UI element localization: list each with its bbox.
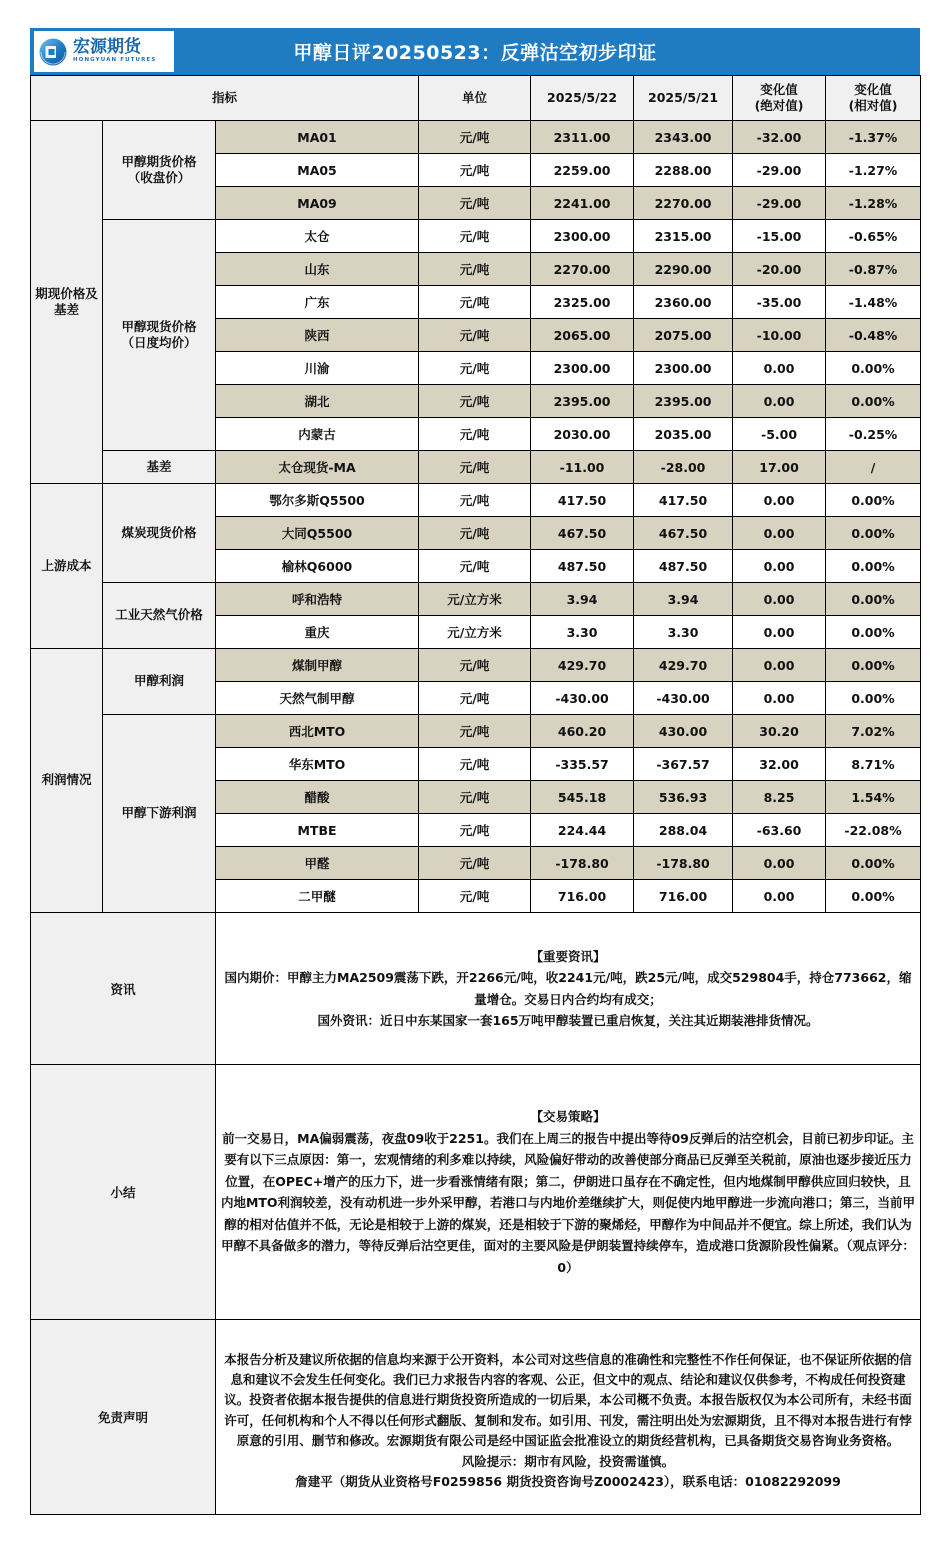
risk-notice: 风险提示：期市有风险，投资需谨慎。 [461,1453,675,1469]
change-abs-line2: (绝对值) [754,98,804,113]
row-change-abs: -32.00 [733,121,826,154]
row-unit: 元/吨 [419,484,531,517]
row-change-abs: -35.00 [733,286,826,319]
row-change-rel: 0.00% [826,550,921,583]
row-change-rel: -0.65% [826,220,921,253]
col-header-indicator: 指标 [31,76,419,121]
subgroup-line1: 甲醇现货价格 [121,318,197,334]
row-change-abs: 17.00 [733,451,826,484]
row-change-abs: -29.00 [733,154,826,187]
row-unit: 元/吨 [419,220,531,253]
row-name: 湖北 [216,385,419,418]
row-change-rel: 0.00% [826,682,921,715]
news-label: 资讯 [31,913,216,1065]
row-unit: 元/吨 [419,253,531,286]
row-today: 2270.00 [531,253,634,286]
row-prev: 417.50 [634,484,733,517]
row-change-abs: -15.00 [733,220,826,253]
subgroup-downstream-profit: 甲醇下游利润 [103,715,216,913]
row-prev: 2035.00 [634,418,733,451]
row-change-rel: 7.02% [826,715,921,748]
row-unit: 元/立方米 [419,616,531,649]
row-name: 华东MTO [216,748,419,781]
row-change-abs: -29.00 [733,187,826,220]
table-row [31,451,921,484]
row-today: 2065.00 [531,319,634,352]
row-unit: 元/吨 [419,286,531,319]
row-name: 陕西 [216,319,419,352]
col-header-date-prev: 2025/5/21 [634,76,733,121]
table-row [31,484,921,517]
logo-name-en: HONGYUAN FUTURES [73,57,157,64]
row-change-abs: -10.00 [733,319,826,352]
row-prev: 2300.00 [634,352,733,385]
row-change-rel: 8.71% [826,748,921,781]
row-prev: 2315.00 [634,220,733,253]
row-today: 429.70 [531,649,634,682]
row-name: 太仓现货-MA [216,451,419,484]
row-prev: 536.93 [634,781,733,814]
change-rel-line1: 变化值 [854,82,892,98]
row-change-rel: -1.27% [826,154,921,187]
row-prev: 2288.00 [634,154,733,187]
row-name: 甲醛 [216,847,419,880]
row-name: 大同Q5500 [216,517,419,550]
row-today: 2300.00 [531,352,634,385]
summary-heading: 【交易策略】 [530,1109,606,1124]
disclaimer-text: 本报告分析及建议所依据的信息均来源于公开资料，本公司对这些信息的准确性和完整性不作任何保证，也不保证所依据的信息和建议不会发生任何变化。我们已力求报告内容的客观、公正，但文中的观点、结论和建议仅供参考，不构成任何投资建议。投资者依据本报告提供的信息进行期货投资所造成的一切后果，本公司概不负责。本报告版权仅为本公司所有，未经书面许可，任何机构和个人不得以任何形式翻版、复制和发布。如引用、刊发，需注明出处为宏源期货，且不得对本报告进行有悖原意的引用、删节和修改。宏源期货有限公司是经中国证监会批准设立的期货经营机构，已具备期货交易咨询业务资格。 [224,1351,912,1449]
row-today: 224.44 [531,814,634,847]
row-unit: 元/吨 [419,352,531,385]
row-name: 煤制甲醇 [216,649,419,682]
row-change-abs: 32.00 [733,748,826,781]
row-unit: 元/吨 [419,319,531,352]
row-prev: 430.00 [634,715,733,748]
subgroup-futures-price [103,121,216,220]
row-today: 545.18 [531,781,634,814]
row-today: 467.50 [531,517,634,550]
row-name: 内蒙古 [216,418,419,451]
row-unit: 元/吨 [419,880,531,913]
col-header-unit: 单位 [419,76,531,121]
company-logo [34,31,174,72]
subgroup-coal-spot-price: 煤炭现货价格 [103,484,216,583]
row-today: 2311.00 [531,121,634,154]
news-body [216,913,921,1065]
row-name: 西北MTO [216,715,419,748]
analyst-contact: 詹建平（期货从业资格号F0259856 期货投资咨询号Z0002423），联系电话：01082292099 [295,1473,841,1489]
row-change-abs: 0.00 [733,616,826,649]
row-change-rel: -1.37% [826,121,921,154]
subgroup-line2: （收盘价） [127,170,191,185]
news-line-2: 国外资讯：近日中东某国家一套165万吨甲醇装置已重启恢复，关注其近期装港排货情况。 [317,1013,819,1028]
report-header [30,28,920,75]
row-prev: -178.80 [634,847,733,880]
row-name: 川渝 [216,352,419,385]
group-label-upstream-cost [31,484,103,649]
row-change-rel: 0.00% [826,649,921,682]
news-line-1: 国内期价：甲醇主力MA2509震荡下跌，开2266元/吨，收2241元/吨，跌25元/吨，成交529804手，持仓773662，缩量增仓。交易日内合约均有成交； [224,970,912,1007]
summary-body [216,1065,921,1320]
row-today: 2241.00 [531,187,634,220]
news-section [31,913,921,1065]
row-unit: 元/吨 [419,814,531,847]
row-today: 3.94 [531,583,634,616]
row-prev: 2075.00 [634,319,733,352]
group-label-price-basis [31,121,103,484]
row-change-abs: 8.25 [733,781,826,814]
row-name: 二甲醚 [216,880,419,913]
col-header-date-today: 2025/5/22 [531,76,634,121]
row-unit: 元/吨 [419,517,531,550]
subgroup-industrial-gas-price: 工业天然气价格 [103,583,216,649]
table-row [31,715,921,748]
row-change-rel: 0.00% [826,517,921,550]
logo-name-cn: 宏源期货 [73,37,141,58]
row-unit: 元/吨 [419,682,531,715]
row-prev: -367.57 [634,748,733,781]
hongyuan-logo-icon [38,37,68,67]
row-change-abs: -5.00 [733,418,826,451]
row-unit: 元/吨 [419,715,531,748]
group-label-text: 上游成本 [41,557,92,573]
row-unit: 元/吨 [419,154,531,187]
row-prev: 288.04 [634,814,733,847]
row-change-abs: 0.00 [733,352,826,385]
row-prev: -430.00 [634,682,733,715]
row-name: 天然气制甲醇 [216,682,419,715]
table-header-row [31,76,921,121]
row-name: MA09 [216,187,419,220]
row-unit: 元/吨 [419,187,531,220]
row-prev: 2270.00 [634,187,733,220]
row-today: 2030.00 [531,418,634,451]
news-heading: 【重要资讯】 [530,948,606,964]
subgroup-line2: （日度均价） [121,335,197,350]
table-row [31,583,921,616]
page-title: 甲醇日评20250523：反弹沽空初步印证 [293,42,657,64]
row-unit: 元/吨 [419,847,531,880]
row-today: 2325.00 [531,286,634,319]
group-label-text: 利润情况 [41,772,92,788]
row-name: 太仓 [216,220,419,253]
summary-text: 前一交易日，MA偏弱震荡，夜盘09收于2251。我们在上周三的报告中提出等待09反弹后的沽空机会，目前已初步印证。主要有以下三点原因：第一，宏观情绪的利多难以持续，风险偏好带动的改善使部分商品已反弹至关税前，原油也逐步接近压力位置，在OPEC+增产的压力下，进一步看涨情绪有限；第二，伊朗进口虽存在不确定性，但内地煤制甲醇供应回归较快，且内地MTO利润较差，没有动机进一步外采甲醇，若港口与内地价差继续扩大，则促使内地甲醇进一步流向港口；第三，当前甲醇的相对估值并不低，无论是相较于上游的煤炭，还是相较于下游的聚烯烃，甲醇作为中间品并不便宜。综上所述，我们认为甲醇不具备做多的潜力，等待反弹后沽空更佳，面对的主要风险是伊朗装置持续停车，造成港口货源阶段性偏紧。（观点评分：0） [220,1130,916,1275]
table-row [31,649,921,682]
row-name: 呼和浩特 [216,583,419,616]
row-change-abs: 0.00 [733,682,826,715]
row-change-rel: 0.00% [826,484,921,517]
row-change-rel: 0.00% [826,847,921,880]
subgroup-basis: 基差 [103,451,216,484]
logo-wordmark [73,39,156,64]
row-prev: 2360.00 [634,286,733,319]
summary-label: 小结 [31,1065,216,1320]
row-name: 鄂尔多斯Q5500 [216,484,419,517]
row-change-abs: 0.00 [733,385,826,418]
row-today: 2395.00 [531,385,634,418]
row-unit: 元/吨 [419,385,531,418]
summary-section [31,1065,921,1320]
row-prev: 716.00 [634,880,733,913]
row-today: -178.80 [531,847,634,880]
row-change-abs: 0.00 [733,583,826,616]
row-change-abs: 0.00 [733,517,826,550]
row-unit: 元/吨 [419,748,531,781]
group-label-text: 期现价格及基差 [35,285,98,317]
row-change-abs: 30.20 [733,715,826,748]
row-change-abs: 0.00 [733,847,826,880]
row-name: 醋酸 [216,781,419,814]
row-change-rel: 1.54% [826,781,921,814]
row-change-rel: -1.48% [826,286,921,319]
disclaimer-label: 免责声明 [31,1320,216,1515]
row-unit: 元/吨 [419,418,531,451]
subgroup-line1: 甲醇期货价格 [121,153,197,169]
row-today: -430.00 [531,682,634,715]
row-name: 广东 [216,286,419,319]
table-row [31,121,921,154]
row-change-rel: -0.48% [826,319,921,352]
row-change-rel: / [826,451,921,484]
row-change-abs: 0.00 [733,550,826,583]
row-change-rel: -22.08% [826,814,921,847]
row-prev: 2290.00 [634,253,733,286]
row-prev: 487.50 [634,550,733,583]
row-change-rel: 0.00% [826,385,921,418]
subgroup-methanol-profit: 甲醇利润 [103,649,216,715]
row-today: 716.00 [531,880,634,913]
row-prev: 3.94 [634,583,733,616]
table-row [31,220,921,253]
disclaimer-body [216,1320,921,1515]
row-today: -11.00 [531,451,634,484]
row-change-abs: -20.00 [733,253,826,286]
row-prev: 467.50 [634,517,733,550]
row-change-abs: 0.00 [733,880,826,913]
disclaimer-section [31,1320,921,1515]
row-today: -335.57 [531,748,634,781]
row-unit: 元/吨 [419,550,531,583]
group-label-profit [31,649,103,913]
row-name: MA05 [216,154,419,187]
row-prev: 2343.00 [634,121,733,154]
subgroup-spot-price [103,220,216,451]
row-unit: 元/吨 [419,451,531,484]
col-header-change-rel [826,76,921,121]
row-change-rel: 0.00% [826,616,921,649]
row-change-rel: 0.00% [826,880,921,913]
row-change-abs: 0.00 [733,649,826,682]
row-name: MTBE [216,814,419,847]
row-change-rel: 0.00% [826,352,921,385]
report-table [30,75,921,1515]
row-name: 榆林Q6000 [216,550,419,583]
row-prev: 429.70 [634,649,733,682]
row-unit: 元/吨 [419,649,531,682]
row-prev: 2395.00 [634,385,733,418]
row-change-rel: 0.00% [826,583,921,616]
change-abs-line1: 变化值 [760,82,798,98]
row-change-rel: -1.28% [826,187,921,220]
row-today: 460.20 [531,715,634,748]
row-today: 417.50 [531,484,634,517]
row-change-abs: 0.00 [733,484,826,517]
row-name: 山东 [216,253,419,286]
row-unit: 元/吨 [419,121,531,154]
row-today: 487.50 [531,550,634,583]
row-today: 3.30 [531,616,634,649]
change-rel-line2: (相对值) [848,98,898,113]
row-today: 2259.00 [531,154,634,187]
row-change-abs: -63.60 [733,814,826,847]
row-prev: -28.00 [634,451,733,484]
row-prev: 3.30 [634,616,733,649]
row-change-rel: -0.87% [826,253,921,286]
row-change-rel: -0.25% [826,418,921,451]
row-today: 2300.00 [531,220,634,253]
row-name: MA01 [216,121,419,154]
row-name: 重庆 [216,616,419,649]
row-unit: 元/吨 [419,781,531,814]
row-unit: 元/立方米 [419,583,531,616]
col-header-change-abs [733,76,826,121]
